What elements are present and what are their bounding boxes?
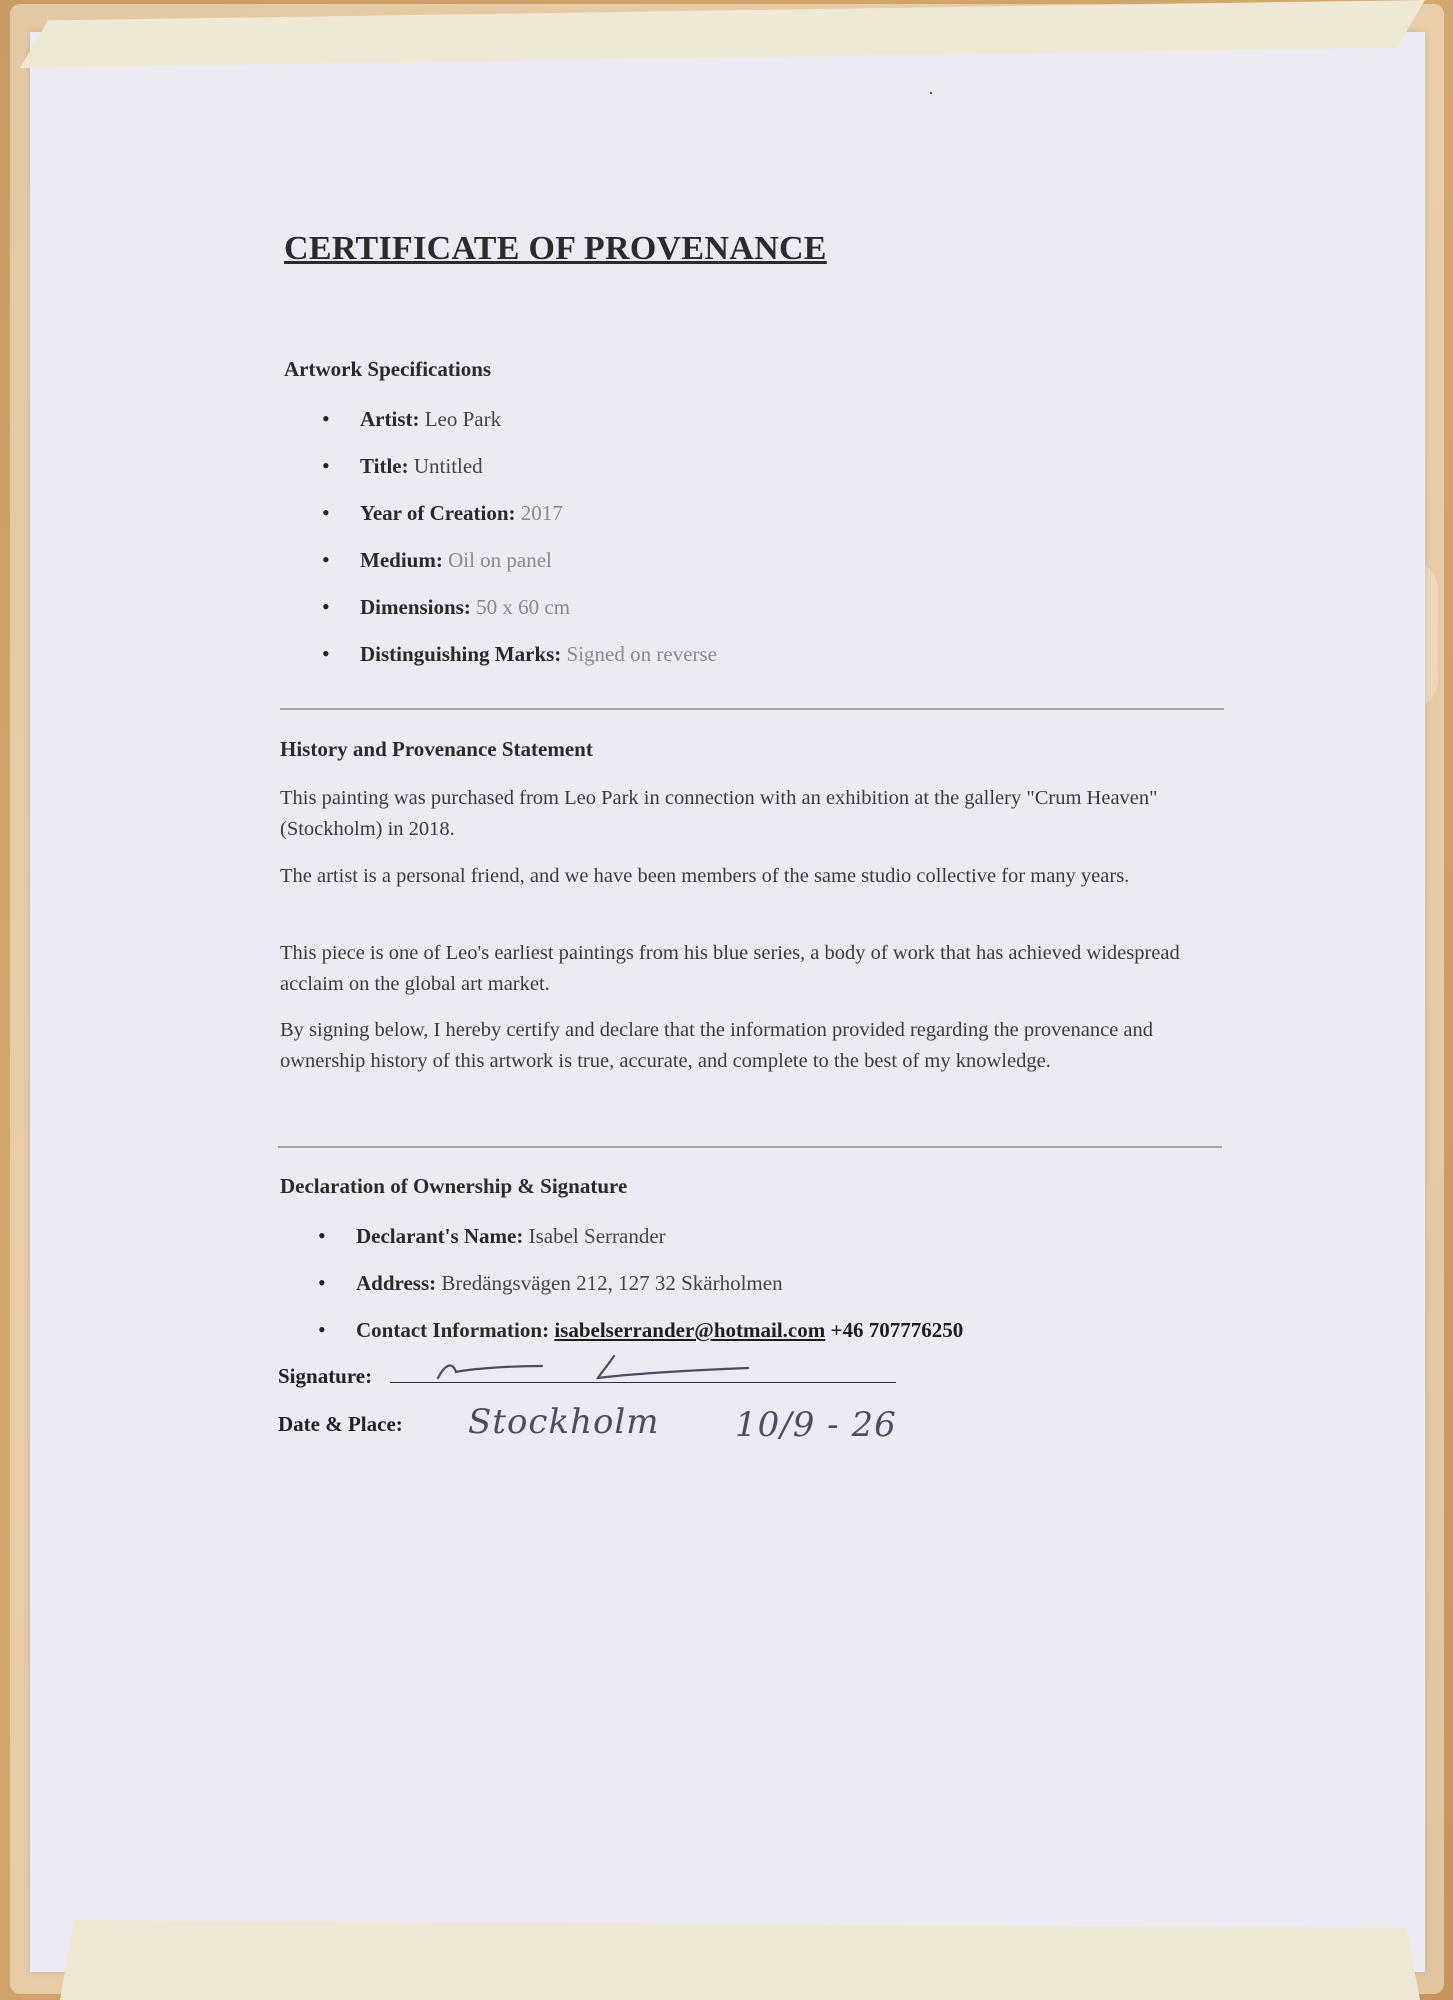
spec-value: 50 x 60 cm [476, 595, 571, 619]
declarant-name-item [318, 1222, 963, 1269]
history-heading: History and Provenance Statement [280, 737, 593, 761]
spec-label: Year of Creation: [360, 501, 516, 525]
declarant-name-value: Isabel Serrander [528, 1224, 666, 1248]
document-title: CERTIFICATE OF PROVENANCE [284, 230, 827, 267]
date-place-label: Date & Place: [278, 1412, 403, 1436]
spec-label: Title: [360, 454, 409, 478]
contact-email[interactable]: isabelserrander@hotmail.com [554, 1318, 826, 1342]
spec-item-title [322, 452, 717, 499]
address-label: Address: [356, 1271, 437, 1295]
handwritten-place: Stockholm [468, 1402, 660, 1442]
artwork-specifications-heading: Artwork Specifications [284, 357, 492, 381]
declaration-heading: Declaration of Ownership & Signature [280, 1174, 628, 1198]
spec-item-year [322, 499, 717, 546]
spec-label: Artist: [360, 407, 420, 431]
declaration-list [318, 1222, 963, 1363]
dust-speck [930, 92, 932, 94]
spec-label: Distinguishing Marks: [360, 642, 562, 666]
section-divider [280, 708, 1224, 710]
spec-label: Medium: [360, 548, 443, 572]
handwritten-signature [430, 1348, 760, 1388]
spec-value: Leo Park [424, 407, 502, 431]
history-paragraph: This painting was purchased from Leo Park in connection with an exhibition at the gallery "Crum Heaven" (Stockholm) in 2018. [280, 787, 1158, 840]
contact-label: Contact Information: [356, 1318, 550, 1342]
spec-item-marks [322, 640, 717, 687]
tape-bottom [60, 1920, 1420, 2000]
spec-label: Dimensions: [360, 595, 471, 619]
address-item [318, 1269, 963, 1316]
address-value: Bredängsvägen 212, 127 32 Skärholmen [441, 1271, 783, 1295]
section-divider [278, 1146, 1222, 1148]
signature-label: Signature: [278, 1364, 373, 1388]
spec-value: Untitled [413, 454, 483, 478]
declarant-name-label: Declarant's Name: [356, 1224, 524, 1248]
spec-item-medium [322, 546, 717, 593]
spec-item-artist [322, 405, 717, 452]
spec-value: 2017 [520, 501, 563, 525]
spec-value: Oil on panel [448, 548, 552, 572]
contact-phone: +46 707776250 [830, 1318, 964, 1342]
artwork-spec-list [322, 405, 717, 687]
history-paragraph: The artist is a personal friend, and we have been members of the same studio collective for many years. [280, 865, 1130, 887]
handwritten-date: 10/9 - 26 [735, 1405, 897, 1445]
certificate-paper [30, 32, 1425, 1972]
history-paragraph: This piece is one of Leo's earliest paintings from his blue series, a body of work that has achieved widespread acclaim on the global art market. [280, 942, 1180, 995]
spec-value: Signed on reverse [566, 642, 718, 666]
certification-paragraph: By signing below, I hereby certify and declare that the information provided regarding the provenance and ownership history of this artwork is true, accurate, and complete to the best of my knowledge. [280, 1019, 1154, 1072]
spec-item-dimensions [322, 593, 717, 640]
